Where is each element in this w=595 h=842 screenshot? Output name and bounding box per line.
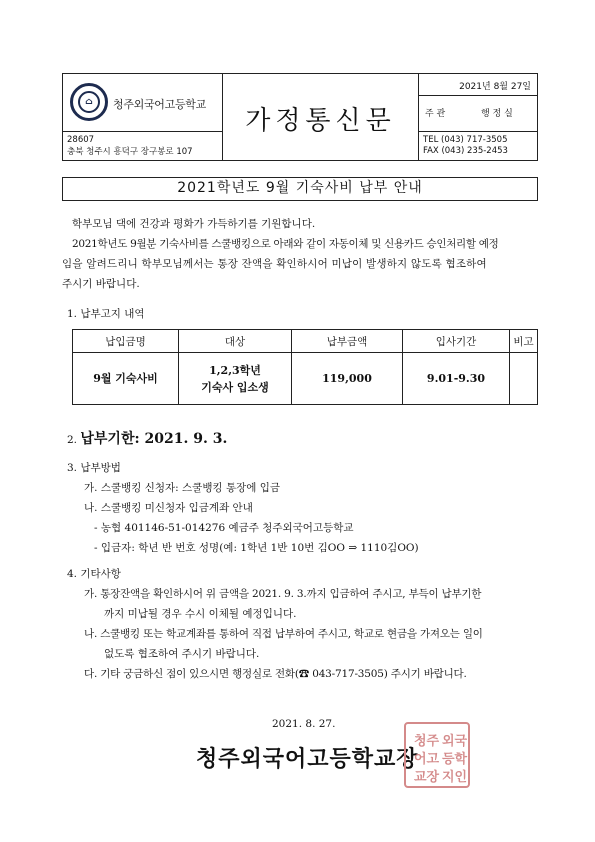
fee-target-line-2: 기숙사 입소생: [201, 380, 269, 394]
intro-line-1: 2021학년도 9월분 기숙사비를 스쿨뱅킹으로 아래와 같이 자동이체 및 신용카드 승인처리할 예정: [72, 238, 499, 250]
official-seal-stamp: 청주 외국 어고 등학 교장 지인: [404, 722, 470, 788]
fee-target: [179, 353, 292, 405]
note-b-line-1: 나. 스쿨뱅킹 또는 학교계좌를 통하여 직접 납부하여 주시고, 학교로 현금을 가져오는 일이: [84, 628, 483, 640]
section-1-heading: 1. 납부고지 내역: [67, 308, 145, 320]
school-address: 충북 청주시 흥덕구 장구봉로 107: [67, 147, 193, 157]
title-cell: [223, 74, 419, 160]
contact-cell: [419, 132, 537, 160]
department-label: 주 관: [425, 109, 446, 119]
page-title: 가정통신문: [245, 106, 396, 136]
table-header-row: [73, 330, 538, 353]
postal-code: 28607: [67, 135, 95, 145]
greeting: 학부모님 댁에 건강과 평화가 가득하기를 기원합니다.: [72, 218, 316, 230]
department-value: 행 정 실: [481, 109, 513, 119]
fee-note: [510, 353, 538, 405]
school-emblem-icon: ⌂: [70, 83, 108, 121]
note-c: 다. 기타 궁금하신 점이 있으시면 행정실로 전화(☎ 043-717-3505) 주시기 바랍니다.: [84, 668, 467, 680]
notice-subject: 2021학년도 9월 기숙사비 납부 안내: [62, 177, 538, 201]
principal-signature: 청주외국어고등학교장: [196, 746, 419, 772]
fee-period: 9.01-9.30: [403, 353, 510, 405]
note-b-line-2: 없도록 협조하여 주시기 바랍니다.: [104, 648, 260, 660]
fee-target-line-1: 1,2,3학년: [209, 363, 261, 377]
section-3-heading: 3. 납부방법: [67, 462, 121, 474]
bank-account: - 농협 401146-51-014276 예금주 청주외국어고등학교: [94, 522, 354, 534]
column-header: 납부금액: [292, 330, 403, 353]
column-header: 입사기간: [403, 330, 510, 353]
fee-table: [72, 329, 538, 405]
section-2: [67, 428, 227, 448]
telephone: TEL (043) 717-3505: [423, 135, 508, 145]
table-row: [73, 353, 538, 405]
section-2-number: 2.: [67, 434, 78, 446]
column-header: 대상: [179, 330, 292, 353]
payment-method-b: 나. 스쿨뱅킹 미신청자 입금계좌 안내: [84, 502, 253, 514]
school-logo-cell: [63, 74, 223, 132]
department-cell: [419, 96, 537, 132]
note-a-line-1: 가. 통장잔액을 확인하시어 위 금액을 2021. 9. 3.까지 입금하여 주시고, 부득이 납부기한: [84, 588, 482, 600]
fee-amount: 119,000: [292, 353, 403, 405]
payment-deadline: 납부기한: 2021. 9. 3.: [80, 431, 228, 447]
column-header: 납입금명: [73, 330, 179, 353]
section-4-heading: 4. 기타사항: [67, 568, 121, 580]
issue-date: 2021년 8월 27일: [419, 74, 537, 96]
fee-name: 9월 기숙사비: [73, 353, 179, 405]
fax: FAX (043) 235-2453: [423, 146, 508, 156]
school-address-cell: [63, 132, 223, 160]
note-a-line-2: 까지 미납될 경우 수시 이체될 예정입니다.: [104, 608, 297, 620]
school-name: 청주외국어고등학교: [113, 98, 206, 111]
footer-date: 2021. 8. 27.: [272, 718, 336, 730]
intro-line-3: 주시기 바랍니다.: [62, 278, 140, 290]
payment-method-a: 가. 스쿨뱅킹 신청자: 스쿨뱅킹 통장에 입금: [84, 482, 280, 494]
letterhead: [62, 73, 538, 161]
intro-line-2: 임을 알려드리니 학부모님께서는 통장 잔액을 확인하시어 미납이 발생하지 않도록 협조하여: [62, 258, 487, 270]
depositor-format: - 입금자: 학년 반 번호 성명(예: 1학년 1반 10번 김OO ⇒ 1110김OO): [94, 542, 419, 554]
column-header: 비고: [510, 330, 538, 353]
